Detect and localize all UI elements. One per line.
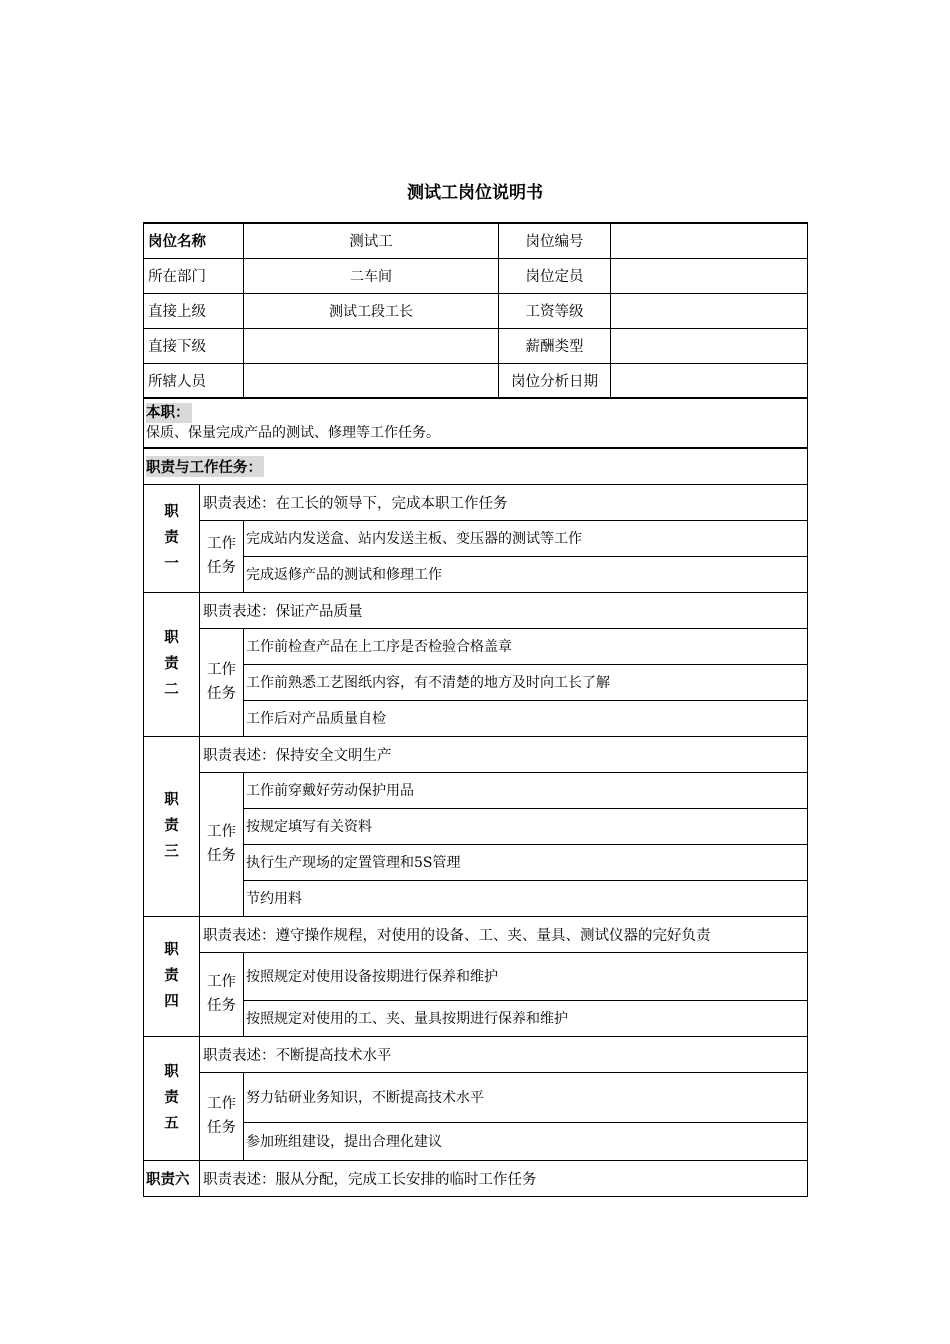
info-value [611,293,808,328]
duty-desc-row [144,916,808,952]
info-row [144,258,808,293]
duty-description: 职责表述：保证产品质量 [200,592,808,628]
task-item: 参加班组建设，提出合理化建议 [244,1122,808,1160]
duty-name: 职责四 [144,916,200,1036]
task-label: 工作任务 [200,1072,244,1160]
duty-name: 职责六 [144,1160,200,1196]
task-row [144,772,808,808]
info-value [611,363,808,398]
task-item: 工作前熟悉工艺图纸内容，有不清楚的地方及时向工长了解 [244,664,808,700]
task-row [144,556,808,592]
task-row [144,664,808,700]
info-label: 薪酬类型 [499,328,611,363]
page-title: 测试工岗位说明书 [407,183,543,203]
info-row [144,223,808,258]
info-value [244,328,499,363]
info-value [611,258,808,293]
task-item: 完成站内发送盒、站内发送主板、变压器的测试等工作 [244,520,808,556]
summary-heading: 本职： [146,405,190,421]
duties-heading: 职责与工作任务： [146,456,264,477]
task-row [144,808,808,844]
duty-description: 职责表述：遵守操作规程，对使用的设备、工、夹、量具、测试仪器的完好负责 [200,916,808,952]
info-value: 二车间 [244,258,499,293]
task-item: 工作前穿戴好劳动保护用品 [244,772,808,808]
info-value [244,363,499,398]
task-row [144,1072,808,1122]
task-label: 工作任务 [200,520,244,592]
task-item: 按照规定对使用设备按期进行保养和维护 [244,952,808,1000]
duty-desc-row [144,484,808,520]
duty-description: 职责表述：服从分配，完成工长安排的临时工作任务 [200,1160,808,1196]
task-row [144,628,808,664]
summary-text: 保质、保量完成产品的测试、修理等工作任务。 [146,425,440,441]
task-item: 执行生产现场的定置管理和5S管理 [244,844,808,880]
task-label: 工作任务 [200,952,244,1036]
duty-name: 职责二 [144,592,200,736]
duty-name: 职责五 [144,1036,200,1160]
info-row [144,293,808,328]
info-label: 直接下级 [144,328,244,363]
duty-description: 职责表述：保持安全文明生产 [200,736,808,772]
duties-heading-row [144,448,808,484]
job-description-table [143,222,808,1197]
info-label: 岗位定员 [499,258,611,293]
info-value: 测试工 [244,223,499,258]
duty-name: 职责一 [144,484,200,592]
task-item: 努力钻研业务知识，不断提高技术水平 [244,1072,808,1122]
duty-desc-row [144,592,808,628]
task-row [144,700,808,736]
task-row [144,1122,808,1160]
task-label: 工作任务 [200,628,244,736]
task-item: 按照规定对使用的工、夹、量具按期进行保养和维护 [244,1000,808,1036]
task-label: 工作任务 [200,772,244,916]
info-value: 测试工段工长 [244,293,499,328]
info-label: 直接上级 [144,293,244,328]
duty-desc-row [144,1160,808,1196]
task-row [144,844,808,880]
info-row [144,363,808,398]
task-item: 工作前检查产品在上工序是否检验合格盖章 [244,628,808,664]
task-item: 节约用料 [244,880,808,916]
duty-description: 职责表述：不断提高技术水平 [200,1036,808,1072]
task-item: 完成返修产品的测试和修理工作 [244,556,808,592]
task-row [144,880,808,916]
task-row [144,1000,808,1036]
task-row [144,520,808,556]
info-label: 工资等级 [499,293,611,328]
duty-desc-row [144,1036,808,1072]
info-label: 岗位编号 [499,223,611,258]
task-item: 按规定填写有关资料 [244,808,808,844]
duties-body [144,484,808,1196]
info-value [611,223,808,258]
duty-name: 职责三 [144,736,200,916]
info-label: 岗位名称 [144,223,244,258]
summary-row [144,398,808,448]
info-label: 所辖人员 [144,363,244,398]
info-row [144,328,808,363]
duty-description: 职责表述：在工长的领导下，完成本职工作任务 [200,484,808,520]
duty-desc-row [144,736,808,772]
info-label: 所在部门 [144,258,244,293]
task-item: 工作后对产品质量自检 [244,700,808,736]
info-label: 岗位分析日期 [499,363,611,398]
info-value [611,328,808,363]
task-row [144,952,808,1000]
